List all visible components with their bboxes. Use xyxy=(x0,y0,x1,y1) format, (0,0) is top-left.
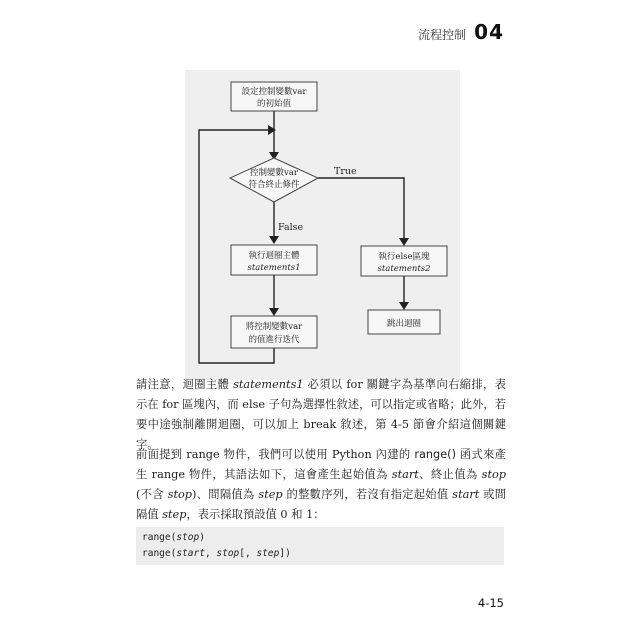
section-title: 流程控制 xyxy=(418,28,467,42)
false-label: False xyxy=(278,222,304,233)
code-param: start xyxy=(176,548,205,559)
code-block xyxy=(136,527,504,565)
para2-text-h: ，表示採取預設值 0 和 1： xyxy=(186,508,325,521)
para1-text-a: 請注意，迴圈主體 xyxy=(136,378,234,391)
para2-text-d: (不含 xyxy=(136,488,168,501)
code-token: , xyxy=(204,548,217,559)
code-param: stop xyxy=(216,548,240,559)
param-step-2: step xyxy=(162,508,187,521)
para2-text-c: 、終止值為 xyxy=(418,468,482,481)
param-stop: stop xyxy=(481,468,507,481)
para2-text-g: 或間隔值 xyxy=(136,488,507,521)
code-token: range( xyxy=(142,532,177,543)
code-token: ]) xyxy=(279,548,291,559)
para2-text-f: 的整數序列，若沒有指定起始值 xyxy=(282,488,453,501)
para2-text-b: 函式來產生 range 物件，其語法如下，這會產生起始值為 xyxy=(136,448,506,481)
true-label: True xyxy=(334,166,357,177)
para2-text-e: )、間隔值為 xyxy=(192,488,259,501)
else-line2: statements2 xyxy=(377,264,431,274)
chapter-number: 04 xyxy=(474,20,504,44)
param-step: step xyxy=(258,488,283,501)
code-token: [, xyxy=(239,548,257,559)
running-header xyxy=(418,20,504,44)
range-function-name: range() xyxy=(414,448,456,461)
else-line1: 執行else區塊 xyxy=(378,252,430,262)
flowchart xyxy=(185,70,460,380)
para1-statements1: statements1 xyxy=(233,378,304,391)
code-line-1 xyxy=(142,530,504,546)
condition-line2: 符合終止條件 xyxy=(248,180,300,190)
paragraph-2 xyxy=(136,445,506,525)
code-token: range( xyxy=(142,548,177,559)
code-param: stop xyxy=(176,532,200,543)
paragraph-1 xyxy=(136,375,506,455)
update-line1: 將控制變數var xyxy=(245,322,303,332)
update-line2: 的值進行迭代 xyxy=(248,335,300,345)
loop-body-line1: 執行迴圈主體 xyxy=(248,251,300,261)
code-param: step xyxy=(256,548,280,559)
param-stop-2: stop xyxy=(167,488,193,501)
condition-line1: 控制變數var xyxy=(250,168,298,178)
param-start-2: start xyxy=(452,488,480,501)
para2-text-a: 前面提到 range 物件，我們可以使用 Python 內建的 xyxy=(136,448,415,461)
init-line1: 設定控制變數var xyxy=(241,87,307,97)
exit-label: 跳出迴圈 xyxy=(386,319,422,329)
loop-body-line2: statements1 xyxy=(247,263,301,273)
code-token: ) xyxy=(199,532,205,543)
page-number: 4-15 xyxy=(477,596,504,610)
para1-text-c: 必須以 for 關鍵字為基準向右縮排，表示在 for 區塊內，而 else 子句為選擇性敘述，可以指定或省略；此外，若要中途強制離開迴圈，可以加上 break 敘述，第 4-5 節會介紹這個關鍵字。 xyxy=(136,378,506,451)
param-start: start xyxy=(391,468,419,481)
code-line-2 xyxy=(142,546,504,562)
init-line2: 的初始值 xyxy=(256,99,292,109)
